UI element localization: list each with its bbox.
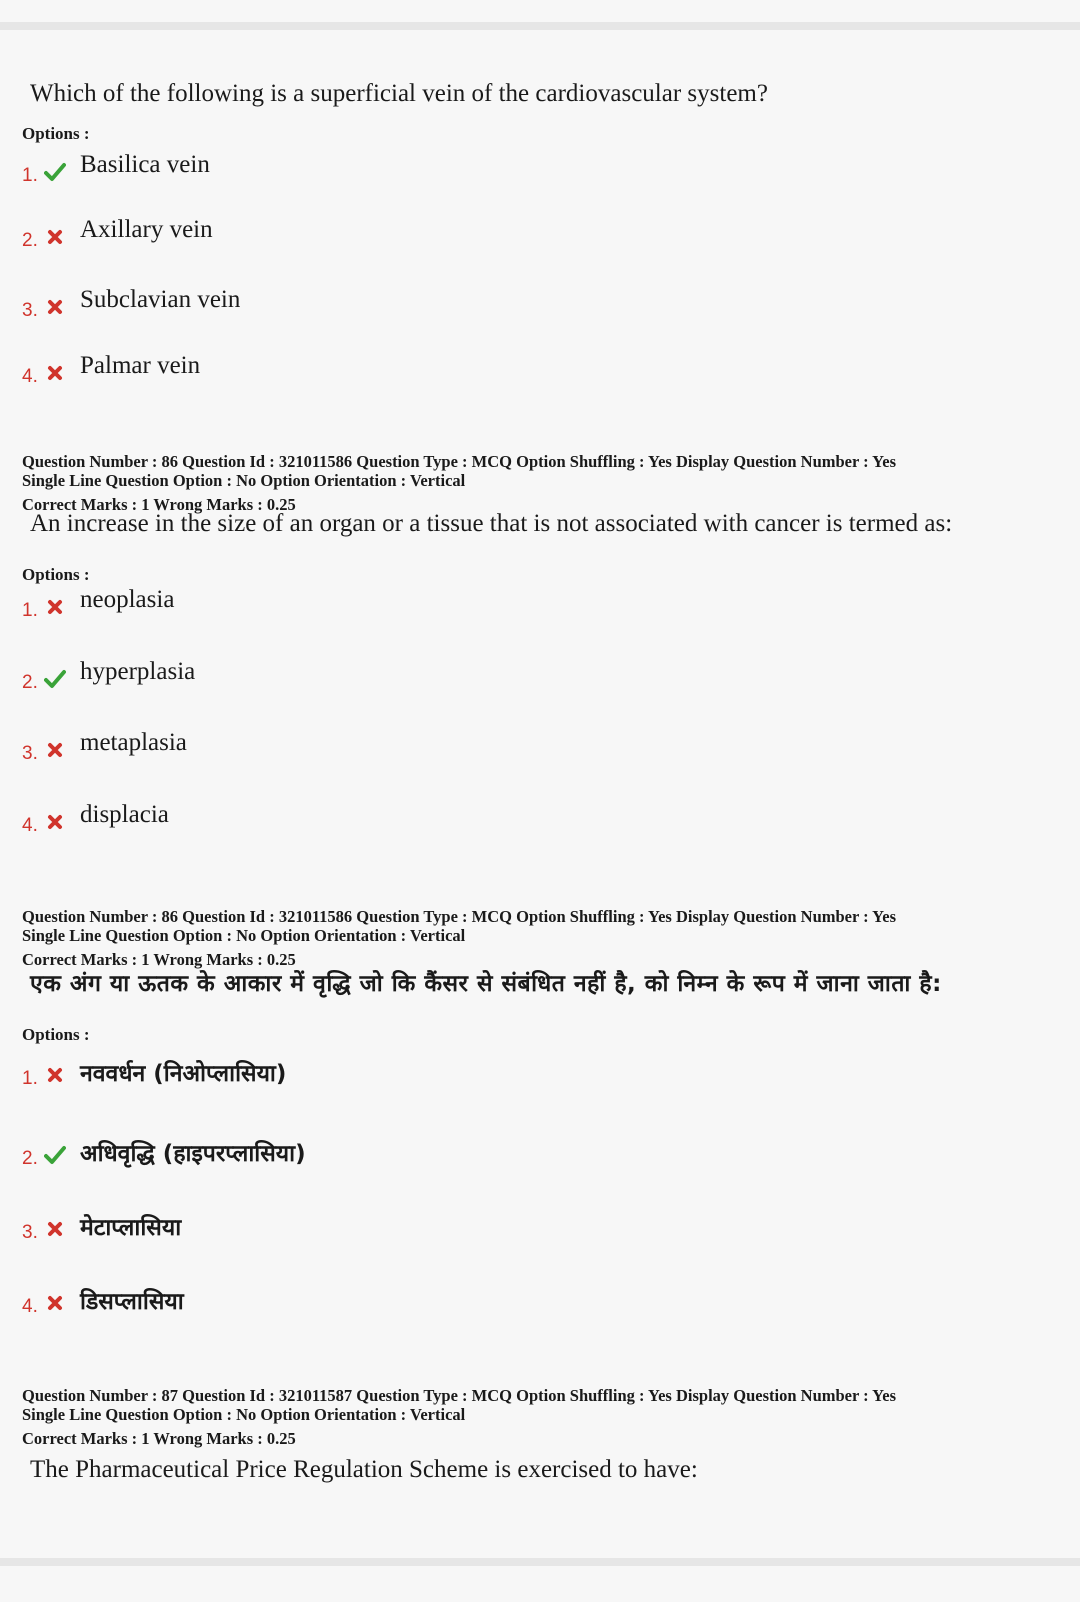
question-text: An increase in the size of an organ or a tissue that is not associated with cancer is termed as: bbox=[30, 510, 953, 537]
cross-icon bbox=[44, 811, 66, 833]
meta-line: Single Line Question Option : No Option Orientation : Vertical bbox=[22, 471, 466, 490]
check-icon bbox=[44, 1144, 66, 1166]
question-meta bbox=[22, 1386, 896, 1448]
cross-icon bbox=[44, 296, 66, 318]
option-text: metaplasia bbox=[80, 729, 187, 756]
option-number: 3. bbox=[22, 1222, 38, 1243]
bottom-divider bbox=[0, 1558, 1080, 1566]
meta-line: Single Line Question Option : No Option Orientation : Vertical bbox=[22, 926, 466, 945]
option-item bbox=[22, 216, 922, 260]
option-number: 1. bbox=[22, 165, 38, 186]
cross-icon bbox=[44, 1218, 66, 1240]
options-label: Options : bbox=[22, 565, 90, 584]
option-number: 2. bbox=[22, 230, 38, 251]
cross-icon bbox=[44, 739, 66, 761]
option-text: अधिवृद्धि (हाइपरप्लासिया) bbox=[80, 1141, 306, 1167]
option-text: डिसप्लासिया bbox=[80, 1289, 184, 1315]
option-text: Axillary vein bbox=[80, 216, 213, 243]
meta-line: Question Number : 87 Question Id : 321011587 Question Type : MCQ Option Shuffling : Yes Display Question Number : Yes bbox=[22, 1386, 896, 1405]
meta-line: Correct Marks : 1 Wrong Marks : 0.25 bbox=[22, 1429, 296, 1448]
option-text: Subclavian vein bbox=[80, 286, 241, 313]
option-item bbox=[22, 352, 922, 396]
option-number: 2. bbox=[22, 1148, 38, 1169]
option-text: hyperplasia bbox=[80, 658, 196, 685]
option-number: 1. bbox=[22, 1068, 38, 1089]
option-number: 4. bbox=[22, 1296, 38, 1317]
check-icon bbox=[44, 161, 66, 183]
option-item bbox=[22, 1058, 922, 1098]
option-text: Basilica vein bbox=[80, 151, 210, 178]
option-number: 4. bbox=[22, 366, 38, 387]
options-label: Options : bbox=[22, 124, 90, 143]
question-meta bbox=[22, 907, 896, 969]
option-item bbox=[22, 151, 922, 195]
option-item bbox=[22, 1286, 922, 1326]
option-text: neoplasia bbox=[80, 586, 175, 613]
meta-line: Question Number : 86 Question Id : 321011586 Question Type : MCQ Option Shuffling : Yes Display Question Number : Yes bbox=[22, 452, 896, 471]
option-number: 1. bbox=[22, 600, 38, 621]
cross-icon bbox=[44, 1064, 66, 1086]
meta-line: Correct Marks : 1 Wrong Marks : 0.25 bbox=[22, 950, 296, 969]
option-item bbox=[22, 801, 922, 845]
option-item bbox=[22, 658, 922, 702]
question-text: एक अंग या ऊतक के आकार में वृद्धि जो कि कैंसर से संबंधित नहीं है, को निम्न के रूप में जाना जाता है: bbox=[30, 971, 942, 997]
question-text: The Pharmaceutical Price Regulation Scheme is exercised to have: bbox=[30, 1456, 698, 1483]
option-item bbox=[22, 586, 922, 630]
option-text: Palmar vein bbox=[80, 352, 201, 379]
option-text: मेटाप्लासिया bbox=[80, 1215, 182, 1241]
option-item bbox=[22, 1138, 922, 1178]
option-text: displacia bbox=[80, 801, 169, 828]
option-number: 3. bbox=[22, 743, 38, 764]
meta-line: Correct Marks : 1 Wrong Marks : 0.25 bbox=[22, 495, 296, 514]
option-number: 2. bbox=[22, 672, 38, 693]
cross-icon bbox=[44, 1292, 66, 1314]
option-number: 4. bbox=[22, 815, 38, 836]
top-divider bbox=[0, 22, 1080, 30]
check-icon bbox=[44, 668, 66, 690]
meta-line: Single Line Question Option : No Option Orientation : Vertical bbox=[22, 1405, 466, 1424]
cross-icon bbox=[44, 596, 66, 618]
question-meta bbox=[22, 452, 896, 514]
option-number: 3. bbox=[22, 300, 38, 321]
options-label: Options : bbox=[22, 1025, 90, 1044]
option-item bbox=[22, 1212, 922, 1252]
option-item bbox=[22, 729, 922, 773]
cross-icon bbox=[44, 362, 66, 384]
cross-icon bbox=[44, 226, 66, 248]
meta-line: Question Number : 86 Question Id : 321011586 Question Type : MCQ Option Shuffling : Yes Display Question Number : Yes bbox=[22, 907, 896, 926]
question-text: Which of the following is a superficial vein of the cardiovascular system? bbox=[30, 80, 768, 107]
option-text: नववर्धन (निओप्लासिया) bbox=[80, 1061, 287, 1087]
option-item bbox=[22, 286, 922, 330]
